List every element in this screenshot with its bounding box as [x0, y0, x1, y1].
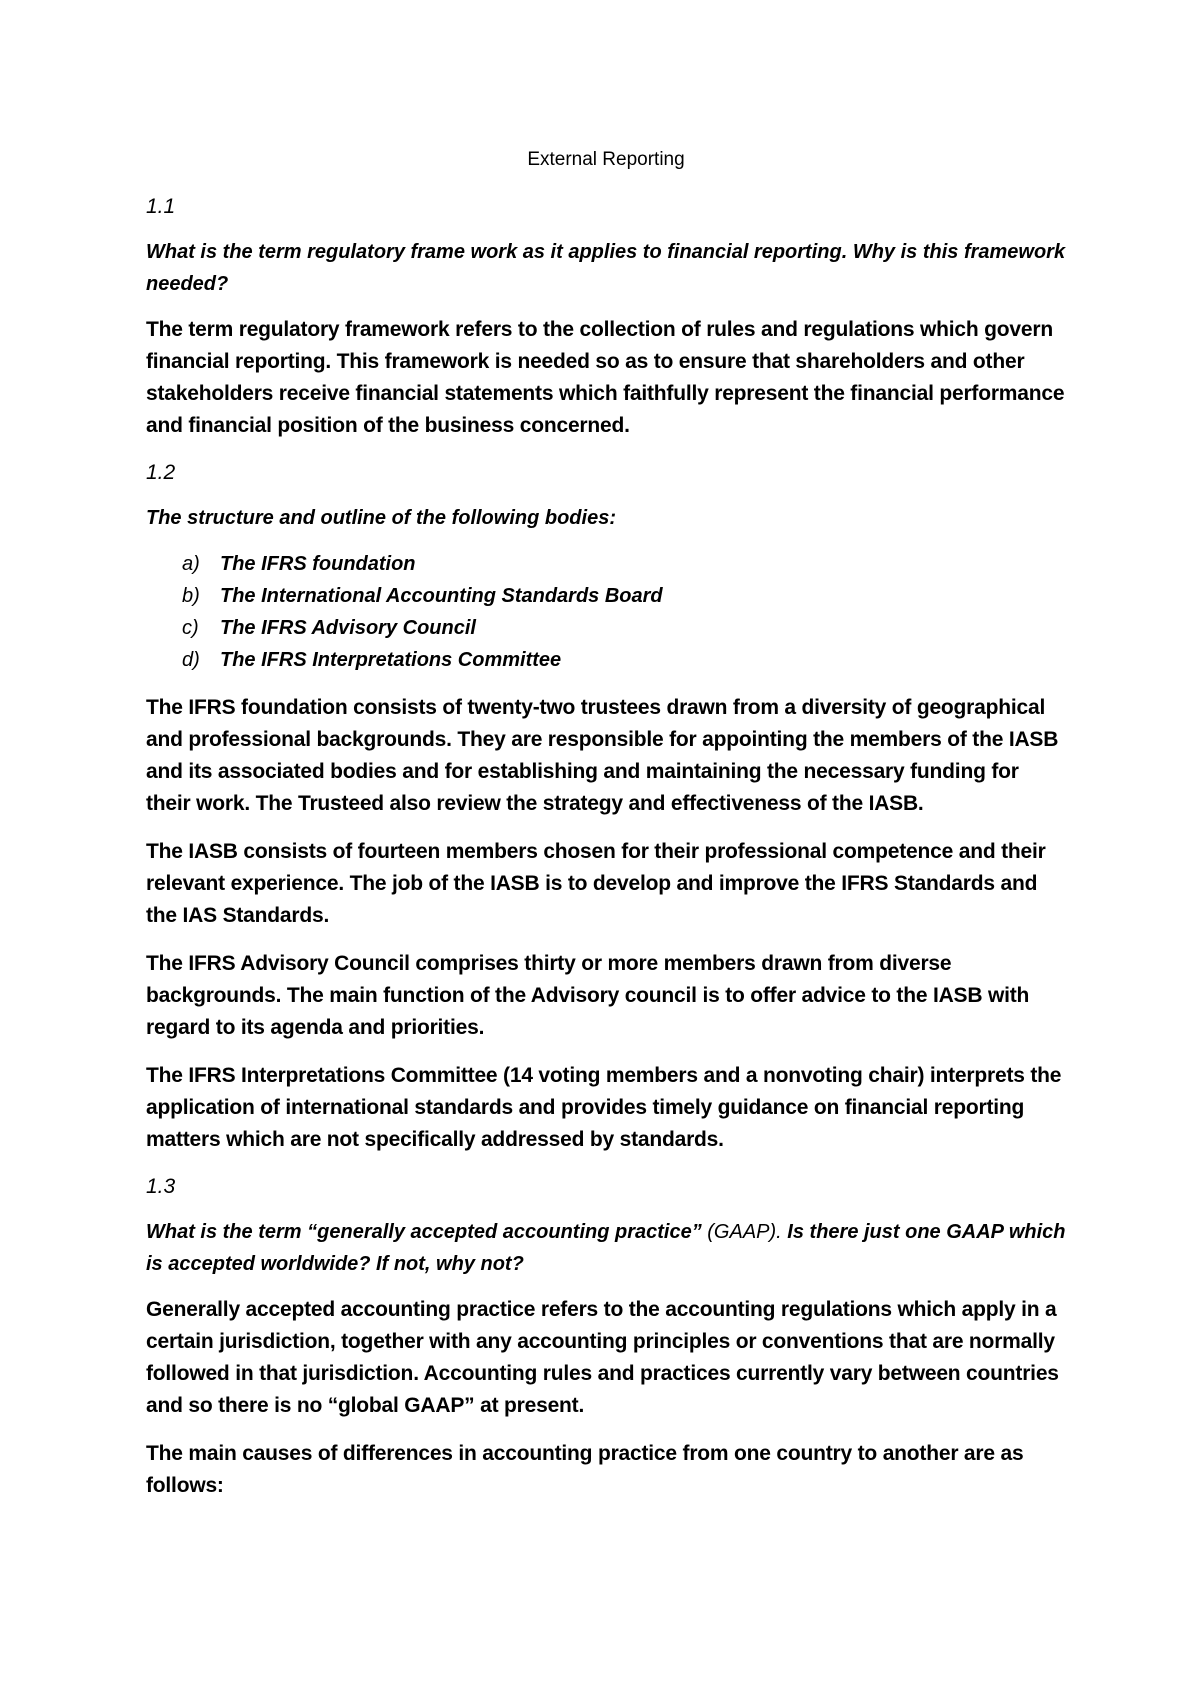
list-marker: c) — [182, 617, 199, 639]
bodies-list — [146, 548, 1066, 676]
list-item — [182, 548, 1066, 580]
section-1-3 — [146, 1172, 1066, 1502]
section-number: 1.1 — [146, 195, 176, 218]
list-item-text: The International Accounting Standards Board — [220, 585, 663, 607]
section-number: 1.2 — [146, 461, 176, 484]
document-title: External Reporting — [527, 149, 685, 170]
section-question: What is the term regulatory frame work as it applies to financial reporting. Why is this framework needed? — [146, 241, 1066, 295]
section-1-2 — [146, 458, 1066, 1156]
paragraph: The IFRS foundation consists of twenty-two trustees drawn from a diversity of geographical and professional backgrounds. They are responsible for appointing the members of the IASB and its associated bodies and for establishing and maintaining the necessary funding for their work. The Trusteed also review the strategy and effectiveness of the IASB. — [146, 696, 1059, 815]
list-item — [182, 644, 1066, 676]
list-item-text: The IFRS foundation — [220, 553, 416, 575]
list-item — [182, 612, 1066, 644]
question-part: What is the term “generally accepted accounting practice” — [146, 1221, 702, 1243]
list-item-text: The IFRS Advisory Council — [220, 617, 476, 639]
section-question — [146, 1216, 1066, 1280]
paragraph: The IFRS Interpretations Committee (14 voting members and a nonvoting chair) interprets the application of international standards and provides timely guidance on financial reporting matters which are not specifically addressed by standards. — [146, 1064, 1062, 1151]
question-part: Is there just one GAAP which is accepted worldwide? If not, why not? — [146, 1221, 1066, 1275]
list-item — [182, 580, 1066, 612]
list-marker: d) — [182, 649, 200, 671]
paragraph: The IASB consists of fourteen members chosen for their professional competence and their relevant experience. The job of the IASB is to develop and improve the IFRS Standards and the IAS Standards. — [146, 840, 1046, 927]
section-1-1 — [146, 192, 1066, 442]
document-body — [146, 146, 1066, 1518]
section-number: 1.3 — [146, 1175, 176, 1198]
paragraph: The term regulatory framework refers to the collection of rules and regulations which govern financial reporting. This framework is needed so as to ensure that shareholders and other stakeholders receive financial statements which faithfully represent the financial performance and financial position of the business concerned. — [146, 318, 1065, 437]
section-question: The structure and outline of the following bodies: — [146, 507, 616, 529]
list-marker: b) — [182, 585, 200, 607]
paragraph: Generally accepted accounting practice refers to the accounting regulations which apply in a certain jurisdiction, together with any accounting principles or conventions that are normally followed in that jurisdiction. Accounting rules and practices currently vary between countries and so there is no “global GAAP” at present. — [146, 1298, 1059, 1417]
paragraph: The IFRS Advisory Council comprises thirty or more members drawn from diverse backgrounds. The main function of the Advisory council is to offer advice to the IASB with regard to its agenda and priorities. — [146, 952, 1030, 1039]
question-part: (GAAP). — [701, 1221, 788, 1243]
paragraph: The main causes of differences in accounting practice from one country to another are as follows: — [146, 1442, 1024, 1497]
list-item-text: The IFRS Interpretations Committee — [220, 649, 562, 671]
list-marker: a) — [182, 553, 200, 575]
